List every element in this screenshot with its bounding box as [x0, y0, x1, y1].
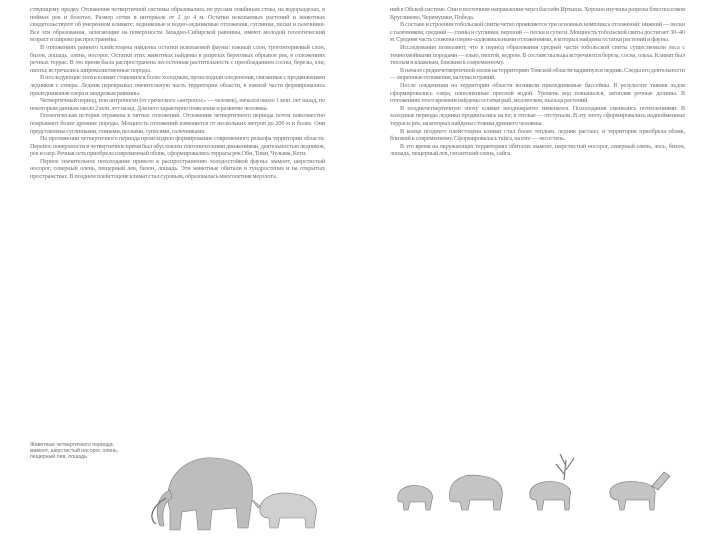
mammoth-illustration	[130, 440, 330, 535]
paragraph: Первое значительное похолодание привело к распространению холодостойкой фауны: мамонт, шерстистый носорог, северный олень, пещерный лев, бизон, лошадь. Эти животные обитали в тундростепях и на открытых пространствах. В позднем плейстоцене климат стал суровым, образовалась многолетняя мерзлота.	[30, 157, 325, 181]
animals-row-figure	[380, 430, 700, 515]
right-page	[360, 0, 720, 540]
giant-deer-illustration	[530, 482, 571, 510]
figure-caption: Животные четвертичного периода: мамонт, шерстистый носорог, олень, пещерный лев, лошадь	[30, 442, 119, 461]
horse-illustration	[610, 482, 655, 510]
paragraph: В конце позднего плейстоцена климат стал более теплым, ледник растаял, и территория приобрела облик, близкий к современному. Сформировалась тайга, на юге — лесостепь.	[390, 127, 685, 143]
paragraph: ний в Обской системе. Они в восточном направлении через бассейн Иртыша. Хорошо изучены разрезы близ поселков Кругликово, Черемушки, Победа.	[390, 6, 685, 21]
paragraph: Геологическая история отражена в пятнах отложений. Отложения четвертичного периода почти повсеместно покрывают более древние породы. Мощность отложений изменяется от нескольких метров до 200 м и более. Они представлены суглинками, глинами, песками, супесями, галечниками.	[30, 112, 325, 135]
paragraph: На протяжении четвертичного периода происходило формирование современного рельефа территории области. Перенос поверхности в четвертичное время был обусловлен тектоническими движениями, деятельностью ледников, рек и озер. Речная сеть приобрела современный облик, сформировались террасы рек Оби, Томи, Чулыма, Кети.	[30, 135, 325, 158]
paragraph: В это время на окружающих территориях обитали: мамонт, шерстистый носорог, северный олень, лось, бизон, лошадь, пещерный лев, гигантский олень, сайга.	[390, 142, 685, 158]
paragraph: После оледенения на территории области возникли приледниковые бассейны. В результате таяния льдов сформировались озера, наполненные пресной водой. Уровень вод повышался, затопляя речные долины. В отложениях этого времени найдены остатки рыб, моллюсков, пыльца растений.	[390, 81, 685, 105]
left-page-text	[30, 6, 325, 181]
paragraph: В позднечетвертичную эпоху климат неоднократно изменялся. Похолодания сменялись потеплениями. В холодные периоды ледники продвигались на юг, в теплые — отступали. В эту эпоху сформировались надпойменные террасы рек, на которых найдены стоянки древнего человека.	[390, 104, 685, 127]
paragraph: ствующему предку. Отложения четвертичной системы образовались по руслам ложбинам стока, на водоразделах, в поймах рек и болотах. Размер сетки в интервале от 2 до 4 м. Остатки ископаемых растений и животных свидетельствуют об умеренном климате; ледниковые и водно-ледниковые отложения, суглинки, пески и галечники. Все эти образования, залегающие на поверхности Западно-Сибирской равнины, имеют молодой геологический возраст и широко распространены.	[30, 6, 325, 44]
right-page-text	[390, 6, 685, 158]
paragraph: Четвертичный период, или антропоген (от греческого «антропос» — человек), начался около 1 млн. лет назад, по некоторым данным около 2 млн. лет назад. Для него характерно появление и развитие человека.	[30, 97, 325, 112]
animals-figure	[30, 440, 330, 535]
paragraph: Исследования позволяют, что в период образования средней части тобольской свиты существовали леса с темнохвойными породами — елью, пихтой, кедром. В составе пыльцы встречаются береза, сосна, ольха. Климат был теплым и влажным, близким к современному.	[390, 43, 685, 67]
paragraph: В составе и строении тобольской свиты четко проявляется три основных комплекса отложений: нижний — пески с галечником, средний — глины и суглинки, верхний — пески и супеси. Мощность тобольской свиты достигает 30–40 м. Средняя часть сложена озерно-аллювиальными отложениями, в которых найдены остатки растений и фауны.	[390, 21, 685, 44]
saiga-illustration	[398, 486, 433, 510]
paragraph: В отложениях раннего плейстоцена найдены остатки ископаемой фауны: южный слон, трогонтериевый слон, бизон, лошадь, олень, носорог. Остатки этих животных найдены в разрезах береговых обрывов рек, в отложениях речных террас. В это время была распространена лесостепная растительность с преобладанием сосны, березы, ели, пихты; встречались широколиственные породы.	[30, 43, 325, 74]
paragraph: В последующие эпохи климат становился более холодным, происходили оледенения, связанные с продвижением ледников с севера. Ледник перекрывал значительную часть территории области, в южной части формировались приледниковые озера и зандровые равнины.	[30, 74, 325, 97]
bison-illustration	[449, 475, 502, 510]
paragraph: В начале среднечетвертичной эпохи на территорию Томской области надвинулся ледник. Следы его деятельности — моренные отложения, валуны и гравий.	[390, 66, 685, 82]
animals-row-illustration	[380, 430, 700, 515]
